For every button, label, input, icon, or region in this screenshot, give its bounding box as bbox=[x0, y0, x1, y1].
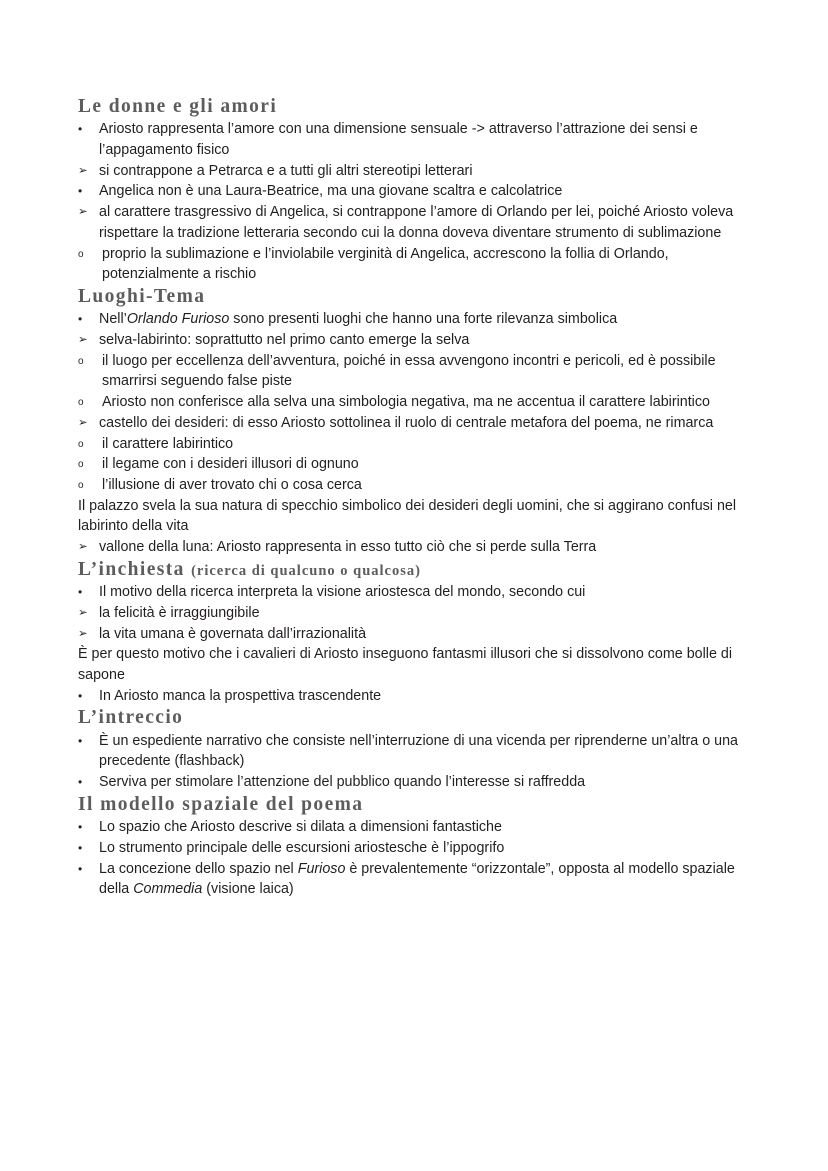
bullet-arrow-icon: ➢ bbox=[78, 606, 88, 619]
bullet-list-level-1 bbox=[78, 686, 750, 707]
bullet-arrow-icon: ➢ bbox=[78, 334, 88, 347]
bullet-arrow-icon: ➢ bbox=[78, 541, 88, 554]
list-item bbox=[78, 772, 750, 793]
list-item-text: vallone della luna: Ariosto rappresenta in esso tutto ciò che si perde sulla Terra bbox=[99, 539, 597, 556]
bullet-list-level-1 bbox=[78, 731, 750, 793]
list-item bbox=[78, 351, 750, 392]
list-item-text: la felicità è irraggiungibile bbox=[99, 604, 260, 621]
section-heading-le-donne-e-gli-amori bbox=[78, 95, 750, 119]
bullet-disc-icon: • bbox=[78, 585, 83, 600]
list-item bbox=[78, 838, 750, 859]
bullet-list-level-1 bbox=[78, 817, 750, 900]
bullet-list-level-3 bbox=[78, 244, 750, 285]
list-item-text: la vita umana è governata dall’irrazionalità bbox=[99, 625, 367, 642]
list-item bbox=[78, 454, 750, 475]
bullet-disc-icon: • bbox=[78, 820, 83, 835]
list-item-text: Il motivo della ricerca interpreta la visione ariostesca del mondo, secondo cui bbox=[99, 584, 586, 601]
list-item-text: Nell’Orlando Furioso sono presenti luoghi che hanno una forte rilevanza simbolica bbox=[99, 311, 618, 328]
bullet-disc-icon: • bbox=[78, 861, 83, 876]
section-heading-l-intreccio bbox=[78, 706, 750, 730]
bullet-list-level-3 bbox=[78, 351, 750, 413]
list-item bbox=[78, 413, 750, 434]
list-item-text: Ariosto non conferisce alla selva una simbologia negativa, ma ne accentua il carattere labirintico bbox=[102, 394, 710, 411]
bullet-circle-icon: o bbox=[78, 397, 84, 409]
bullet-arrow-icon: ➢ bbox=[78, 164, 88, 177]
bullet-list-level-2 bbox=[78, 161, 750, 182]
bullet-list-level-1 bbox=[78, 181, 750, 202]
bullet-circle-icon: o bbox=[78, 248, 84, 260]
section-heading-subtitle: (ricerca di qualcuno o qualcosa) bbox=[191, 562, 421, 579]
section-heading-l-inchiesta bbox=[78, 558, 750, 582]
list-item bbox=[78, 161, 750, 182]
list-item-text: Angelica non è una Laura-Beatrice, ma una giovane scaltra e calcolatrice bbox=[99, 183, 563, 200]
list-item bbox=[78, 624, 750, 645]
list-item-text: al carattere trasgressivo di Angelica, si contrappone l’amore di Orlando per lei, poiché Ariosto voleva rispettare la tradizione letteraria secondo cui la donna doveva diventare strumento di sublimazione bbox=[99, 204, 734, 241]
bullet-circle-icon: o bbox=[78, 355, 84, 367]
section-heading-text: Il modello spaziale del poema bbox=[78, 793, 364, 815]
list-item bbox=[78, 202, 750, 243]
list-item-text: Lo strumento principale delle escursioni ariostesche è l’ippogrifo bbox=[99, 839, 505, 856]
section-heading-il-modello-spaziale-del-poema bbox=[78, 793, 750, 817]
list-item bbox=[78, 603, 750, 624]
bullet-list-level-2 bbox=[78, 202, 750, 243]
bullet-list-level-2 bbox=[78, 413, 750, 434]
continuation-paragraph: Il palazzo svela la sua natura di specchio simbolico dei desideri degli uomini, che si aggirano confusi nel labirinto della vita bbox=[78, 497, 737, 535]
bullet-arrow-icon: ➢ bbox=[78, 206, 88, 219]
bullet-list-level-2 bbox=[78, 603, 750, 644]
bullet-list-level-2 bbox=[78, 537, 750, 558]
bullet-circle-icon: o bbox=[78, 459, 84, 471]
section-heading-text: Luoghi-Tema bbox=[78, 286, 206, 307]
list-item bbox=[78, 330, 750, 351]
list-item-text: proprio la sublimazione e l’inviolabile verginità di Angelica, accrescono la follia di Orlando, potenzialmente a rischio bbox=[102, 245, 669, 283]
list-item-text: l’illusione di aver trovato chi o cosa cerca bbox=[102, 477, 362, 493]
bullet-disc-icon: • bbox=[78, 184, 83, 199]
list-item-text: il luogo per eccellenza dell’avventura, poiché in essa avvengono incontri e pericoli, ed è possibile smarrirsi seguendo false piste bbox=[102, 352, 716, 390]
bullet-disc-icon: • bbox=[78, 840, 83, 855]
list-item-text: Serviva per stimolare l’attenzione del pubblico quando l’interesse si raffredda bbox=[99, 774, 586, 791]
section-heading-text: Le donne e gli amori bbox=[78, 96, 278, 117]
list-item-text: La concezione dello spazio nel Furioso è prevalentemente “orizzontale”, opposta al modello spaziale della Commedia (visione laica) bbox=[99, 860, 735, 898]
list-item bbox=[78, 434, 750, 455]
list-item-text: il legame con i desideri illusori di ognuno bbox=[102, 456, 359, 473]
list-item bbox=[78, 582, 750, 603]
list-item bbox=[78, 817, 750, 838]
list-item-text: selva-labirinto: soprattutto nel primo canto emerge la selva bbox=[99, 332, 470, 349]
bullet-disc-icon: • bbox=[78, 688, 83, 703]
list-item-text: Lo spazio che Ariosto descrive si dilata a dimensioni fantastiche bbox=[99, 819, 502, 836]
bullet-disc-icon: • bbox=[78, 775, 83, 790]
list-item bbox=[78, 686, 750, 707]
bullet-arrow-icon: ➢ bbox=[78, 627, 88, 640]
list-item-text: In Ariosto manca la prospettiva trascendente bbox=[99, 687, 382, 704]
bullet-arrow-icon: ➢ bbox=[78, 416, 88, 429]
section-heading-text: L’intreccio bbox=[78, 707, 184, 729]
list-item-text: È un espediente narrativo che consiste nell’interruzione di una vicenda per riprenderne un’altra o una precedente (flashback) bbox=[99, 732, 738, 770]
continuation-paragraph: È per questo motivo che i cavalieri di Ariosto inseguono fantasmi illusori che si dissolvono come bolle di sapone bbox=[78, 646, 733, 683]
section-heading-text: L’inchiesta bbox=[78, 558, 185, 580]
document-content bbox=[78, 95, 750, 900]
bullet-circle-icon: o bbox=[78, 480, 84, 491]
list-item bbox=[78, 475, 750, 496]
list-item bbox=[78, 731, 750, 772]
bullet-list-level-1 bbox=[78, 582, 750, 603]
bullet-list-level-1 bbox=[78, 119, 750, 160]
bullet-disc-icon: • bbox=[78, 122, 83, 137]
bullet-list-level-2 bbox=[78, 330, 750, 351]
bullet-disc-icon: • bbox=[78, 312, 83, 327]
list-item bbox=[78, 181, 750, 202]
bullet-list-level-1 bbox=[78, 309, 750, 330]
list-item-text: Ariosto rappresenta l’amore con una dimensione sensuale -> attraverso l’attrazione dei sensi e l’appagamento fisico bbox=[99, 121, 698, 159]
list-item bbox=[78, 859, 750, 900]
bullet-circle-icon: o bbox=[78, 438, 84, 450]
section-heading-luoghi-tema bbox=[78, 285, 750, 309]
list-item bbox=[78, 537, 750, 558]
list-item bbox=[78, 244, 750, 285]
list-item bbox=[78, 392, 750, 413]
list-item-text: il carattere labirintico bbox=[102, 435, 234, 452]
list-item-text: castello dei desideri: di esso Ariosto sottolinea il ruolo di centrale metafora del poema, ne rimarca bbox=[99, 414, 714, 431]
list-item-text: si contrappone a Petrarca e a tutti gli altri stereotipi letterari bbox=[99, 162, 473, 179]
list-item bbox=[78, 309, 750, 330]
bullet-disc-icon: • bbox=[78, 733, 83, 748]
list-item bbox=[78, 119, 750, 160]
bullet-list-level-3 bbox=[78, 434, 750, 496]
